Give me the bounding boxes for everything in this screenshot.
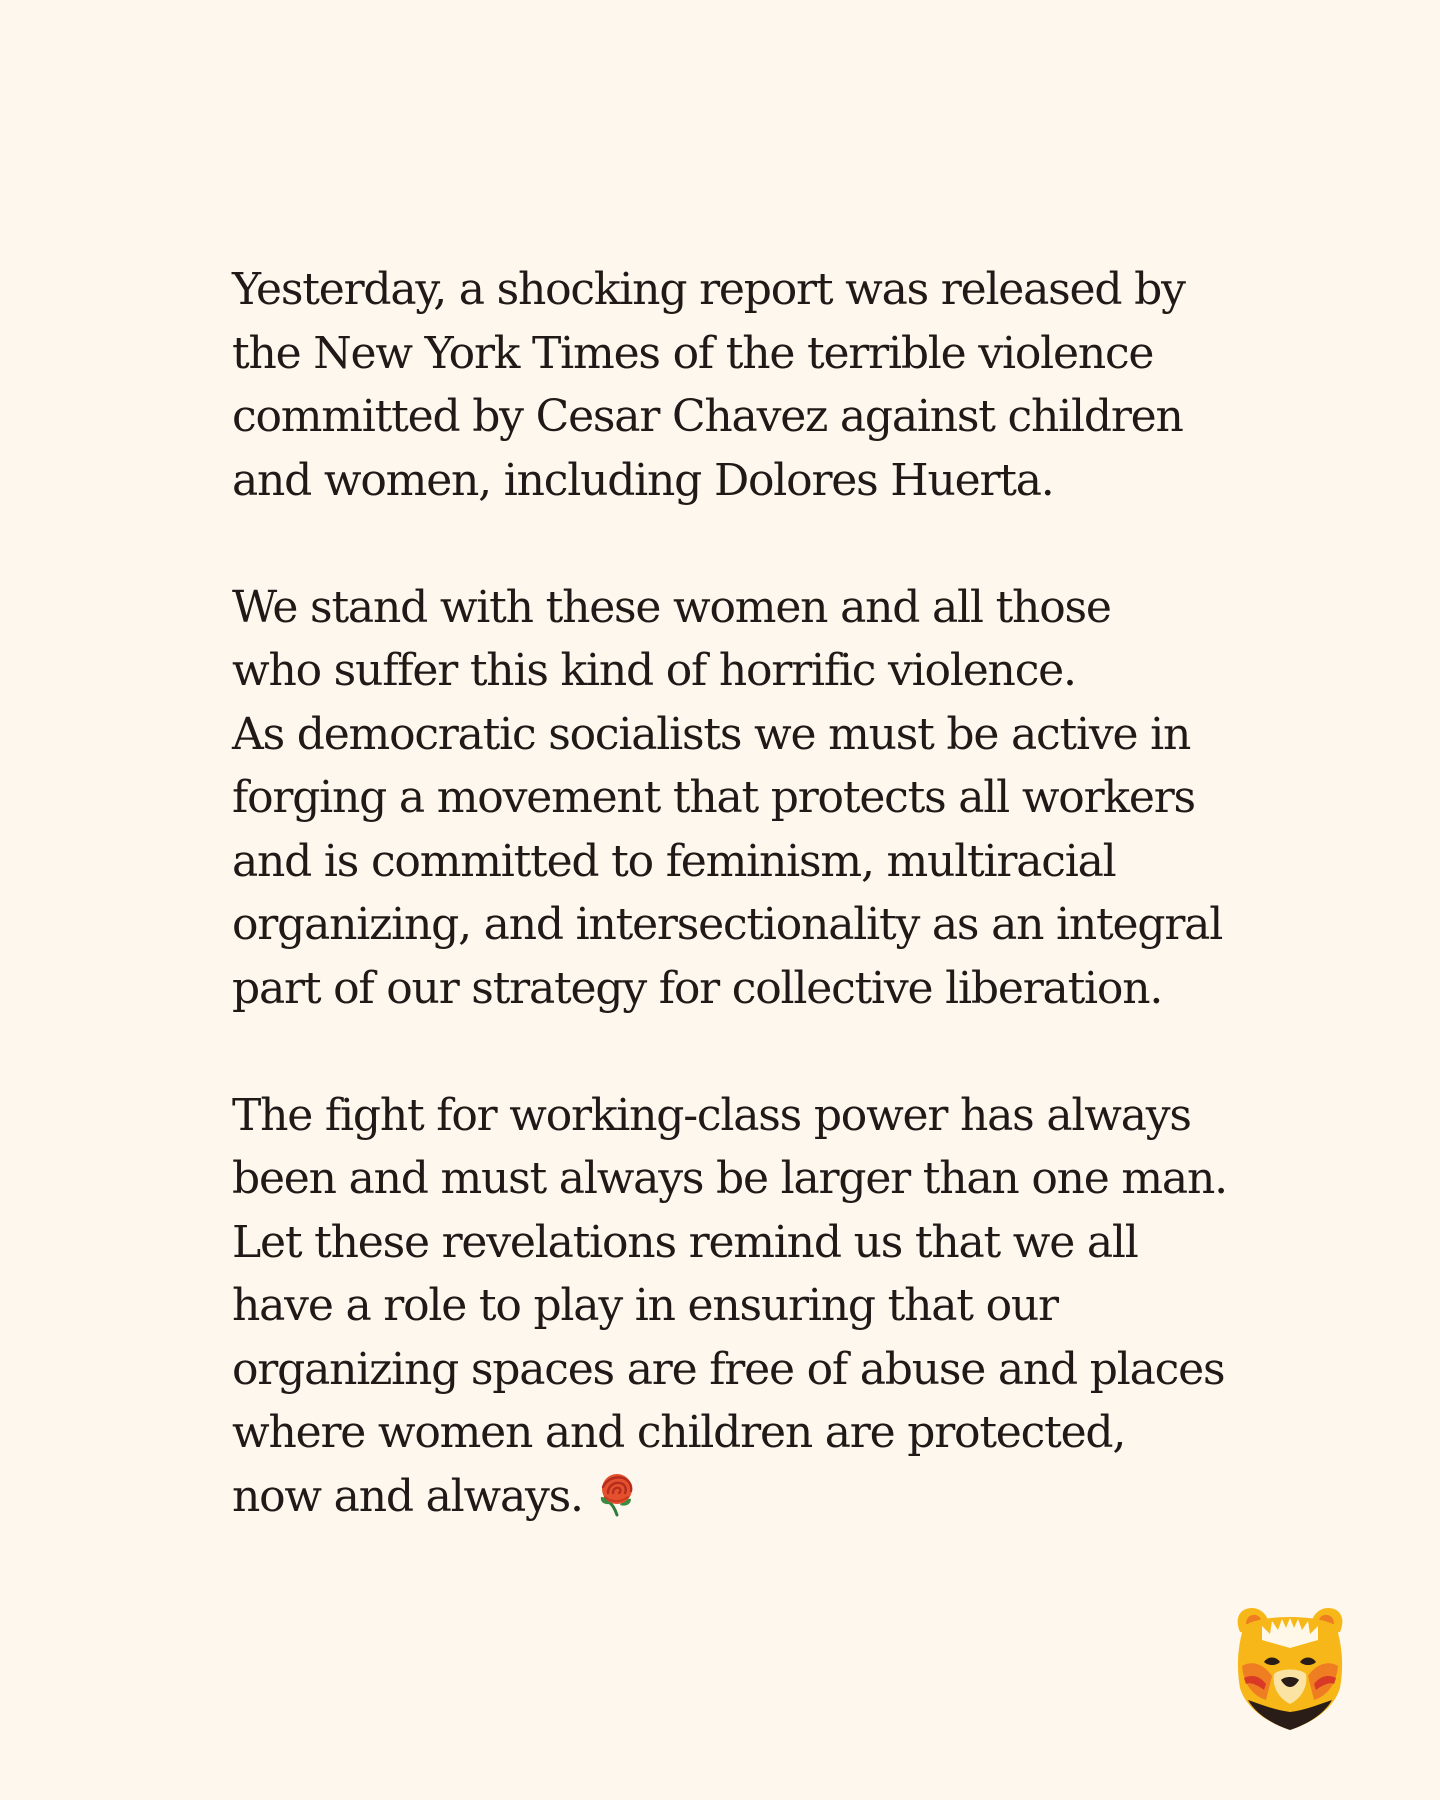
text-line: forging a movement that protects all workers: [232, 772, 1195, 823]
paragraph-2: [232, 576, 1252, 1021]
paragraph-3: [232, 1084, 1252, 1529]
text-line: part of our strategy for collective liberation.: [232, 962, 1163, 1014]
text-line: Let these revelations remind us that we all: [232, 1216, 1138, 1268]
paragraph-1: [232, 258, 1252, 512]
rose-icon: [593, 1471, 641, 1519]
text-line: The fight for working-class power has always: [232, 1089, 1191, 1141]
text-line: As democratic socialists we must be active in: [232, 708, 1191, 760]
text-line: been and must always be larger than one man.: [232, 1153, 1227, 1204]
text-line: committed by Cesar Chavez against children: [232, 391, 1183, 442]
text-line: organizing, and intersectionality as an integral: [232, 899, 1223, 950]
text-line: organizing spaces are free of abuse and places: [232, 1343, 1225, 1395]
statement-text: [232, 258, 1252, 1528]
text-line: and is committed to feminism, multiracial: [232, 835, 1116, 887]
text-line: now and always.: [232, 1470, 583, 1522]
text-line: We stand with these women and all those: [232, 581, 1111, 633]
text-line: where women and children are protected,: [232, 1407, 1126, 1458]
bear-head-icon: [1238, 1608, 1343, 1730]
text-line: the New York Times of the terrible violence: [232, 327, 1154, 379]
text-line: who suffer this kind of horrific violence.: [232, 645, 1076, 696]
last-text-line: [232, 1465, 1252, 1529]
bear-head-logo: [1234, 1604, 1346, 1732]
text-line: have a role to play in ensuring that our: [232, 1280, 1058, 1331]
text-line: and women, including Dolores Huerta.: [232, 454, 1054, 506]
text-line: Yesterday, a shocking report was released by: [232, 264, 1185, 315]
